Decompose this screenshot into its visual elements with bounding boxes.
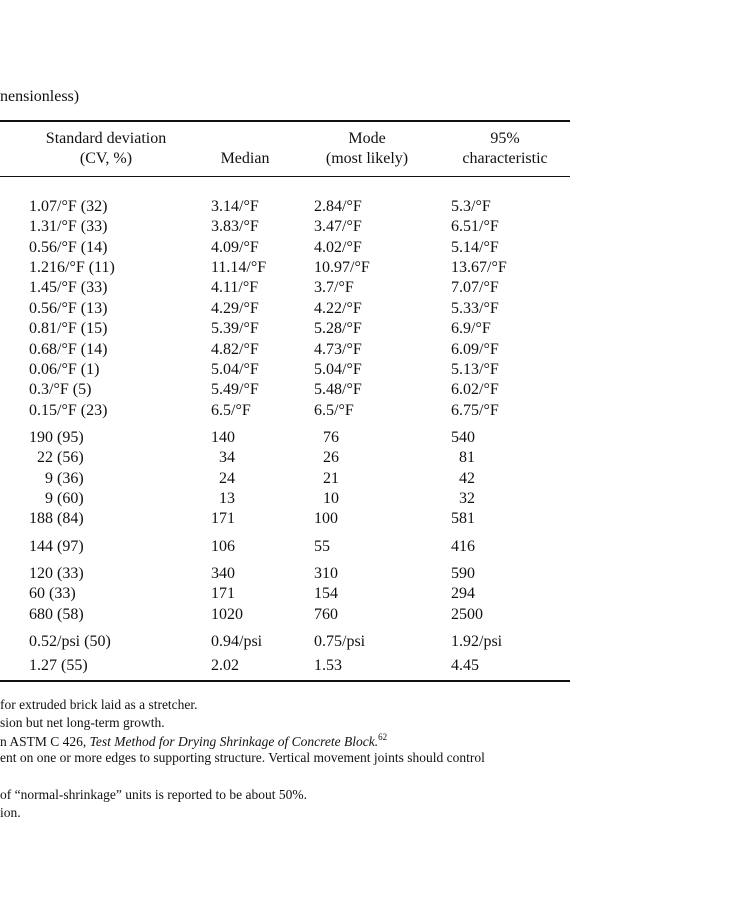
table-cell: 42: [459, 470, 475, 487]
table-cell: 0.06/°F (1): [29, 361, 100, 378]
table-cell: 5.04/°F: [314, 361, 362, 378]
table-cell: 1.45/°F (33): [29, 279, 108, 296]
table-cell: 2.02: [211, 657, 239, 674]
header-95-line1: 95%: [490, 130, 520, 147]
table-cell: 5.3/°F: [451, 198, 491, 215]
table-cell: 21: [323, 470, 339, 487]
table-cell: 0.81/°F (15): [29, 320, 108, 337]
header-mode-line1: Mode: [348, 130, 386, 147]
table-cell: 0.75/psi: [314, 633, 366, 650]
header-mode-line2: (most likely): [325, 150, 409, 167]
table-cell: 5.39/°F: [211, 320, 259, 337]
table-cell: 0.56/°F (14): [29, 239, 108, 256]
table-cell: 1.31/°F (33): [29, 218, 108, 235]
table-cell: 4.11/°F: [211, 279, 259, 296]
table-cell: 34: [219, 449, 235, 466]
footnote-reference: 62: [378, 732, 388, 742]
table-cell: 2.84/°F: [314, 198, 362, 215]
table-cell: 0.94/psi: [211, 633, 263, 650]
table-cell: 188 (84): [29, 510, 84, 527]
footnote: sion but net long-term growth.: [0, 715, 165, 730]
table-cell: 5.33/°F: [451, 300, 499, 317]
table-cell: 294: [451, 585, 475, 602]
header-std-dev-line2: (CV, %): [79, 150, 133, 167]
table-cell: 32: [459, 490, 475, 507]
table-cell: 340: [211, 565, 235, 582]
table-cell: 106: [211, 538, 235, 555]
table-cell: 26: [323, 449, 339, 466]
table-cell: 5.14/°F: [451, 239, 499, 256]
table-cell: 540: [451, 429, 475, 446]
footnote: of “normal-shrinkage” units is reported to be about 50%.: [0, 787, 308, 802]
table-cell: 24: [219, 470, 235, 487]
table-cell: 154: [314, 585, 338, 602]
table-cell: 76: [323, 429, 339, 446]
table-cell: 310: [314, 565, 338, 582]
table-cell: 4.29/°F: [211, 300, 259, 317]
table-caption: nensionless): [0, 88, 80, 105]
table-cell: 1.27 (55): [29, 657, 88, 674]
table-cell: 100: [314, 510, 338, 527]
table-cell: 760: [314, 606, 338, 623]
table-cell: 2500: [451, 606, 483, 623]
table-cell: 680 (58): [29, 606, 84, 623]
table-cell: 140: [211, 429, 235, 446]
table-cell: 0.15/°F (23): [29, 402, 108, 419]
footnote: ion.: [0, 805, 21, 820]
table-cell: 144 (97): [29, 538, 84, 555]
table-cell: 5.04/°F: [211, 361, 259, 378]
table-cell: 55: [314, 538, 330, 555]
table-cell: 1.07/°F (32): [29, 198, 108, 215]
table-cell: 6.75/°F: [451, 402, 499, 419]
table-cell: 6.5/°F: [211, 402, 251, 419]
table-cell: 171: [211, 585, 235, 602]
table-cell: 1020: [211, 606, 243, 623]
header-median-line2: Median: [220, 150, 270, 167]
table-cell: 4.22/°F: [314, 300, 362, 317]
table-cell: 6.02/°F: [451, 381, 499, 398]
table-cell: 9 (36): [45, 470, 84, 487]
table-cell: 11.14/°F: [211, 259, 267, 276]
table-cell: 171: [211, 510, 235, 527]
table-cell: 6.5/°F: [314, 402, 354, 419]
table-cell: 3.7/°F: [314, 279, 354, 296]
table-cell: 4.45: [451, 657, 479, 674]
table-cell: 5.28/°F: [314, 320, 362, 337]
table-cell: 6.09/°F: [451, 341, 499, 358]
footnote: n ASTM C 426, Test Method for Drying Shrinkage of Concrete Block.$^{62}$: [0, 732, 388, 749]
footnote: for extruded brick laid as a stretcher.: [0, 697, 198, 712]
table-cell: 416: [451, 538, 475, 555]
table-cell: 4.09/°F: [211, 239, 259, 256]
footnote: ent on one or more edges to supporting structure. Vertical movement joints should control: [0, 750, 485, 765]
table-cell: 0.68/°F (14): [29, 341, 108, 358]
table-cell: 120 (33): [29, 565, 84, 582]
table-cell: 3.47/°F: [314, 218, 362, 235]
table-cell: 22 (56): [37, 449, 84, 466]
table-cell: 60 (33): [29, 585, 76, 602]
table-cell: 13: [219, 490, 235, 507]
table-cell: 3.14/°F: [211, 198, 259, 215]
bottom-rule: [0, 680, 570, 682]
top-rule: [0, 120, 570, 122]
header-std-dev-line1: Standard deviation: [45, 130, 167, 147]
table-cell: 10.97/°F: [314, 259, 370, 276]
table-cell: 10: [323, 490, 339, 507]
table-cell: 3.83/°F: [211, 218, 259, 235]
table-cell: 81: [459, 449, 475, 466]
table-cell: 1.53: [314, 657, 342, 674]
table-cell: 4.02/°F: [314, 239, 362, 256]
table-cell: 4.73/°F: [314, 341, 362, 358]
table-cell: 13.67/°F: [451, 259, 507, 276]
table-cell: 190 (95): [29, 429, 84, 446]
table-cell: 590: [451, 565, 475, 582]
table-cell: 9 (60): [45, 490, 84, 507]
table-cell: 1.92/psi: [451, 633, 503, 650]
table-cell: 5.48/°F: [314, 381, 362, 398]
table-cell: 6.9/°F: [451, 320, 491, 337]
table-cell: 0.3/°F (5): [29, 381, 92, 398]
header-rule: [0, 176, 570, 177]
table-cell: 1.216/°F (11): [29, 259, 115, 276]
header-95-line2: characteristic: [462, 150, 548, 167]
table-cell: 6.51/°F: [451, 218, 499, 235]
table-cell: 4.82/°F: [211, 341, 259, 358]
footnote-title-italic: Test Method for Drying Shrinkage of Concrete Block.: [89, 734, 379, 749]
table-cell: 5.13/°F: [451, 361, 499, 378]
table-cell: 7.07/°F: [451, 279, 499, 296]
table-cell: 5.49/°F: [211, 381, 259, 398]
table-cell: 581: [451, 510, 475, 527]
table-cell: 0.56/°F (13): [29, 300, 108, 317]
table-cell: 0.52/psi (50): [29, 633, 111, 650]
